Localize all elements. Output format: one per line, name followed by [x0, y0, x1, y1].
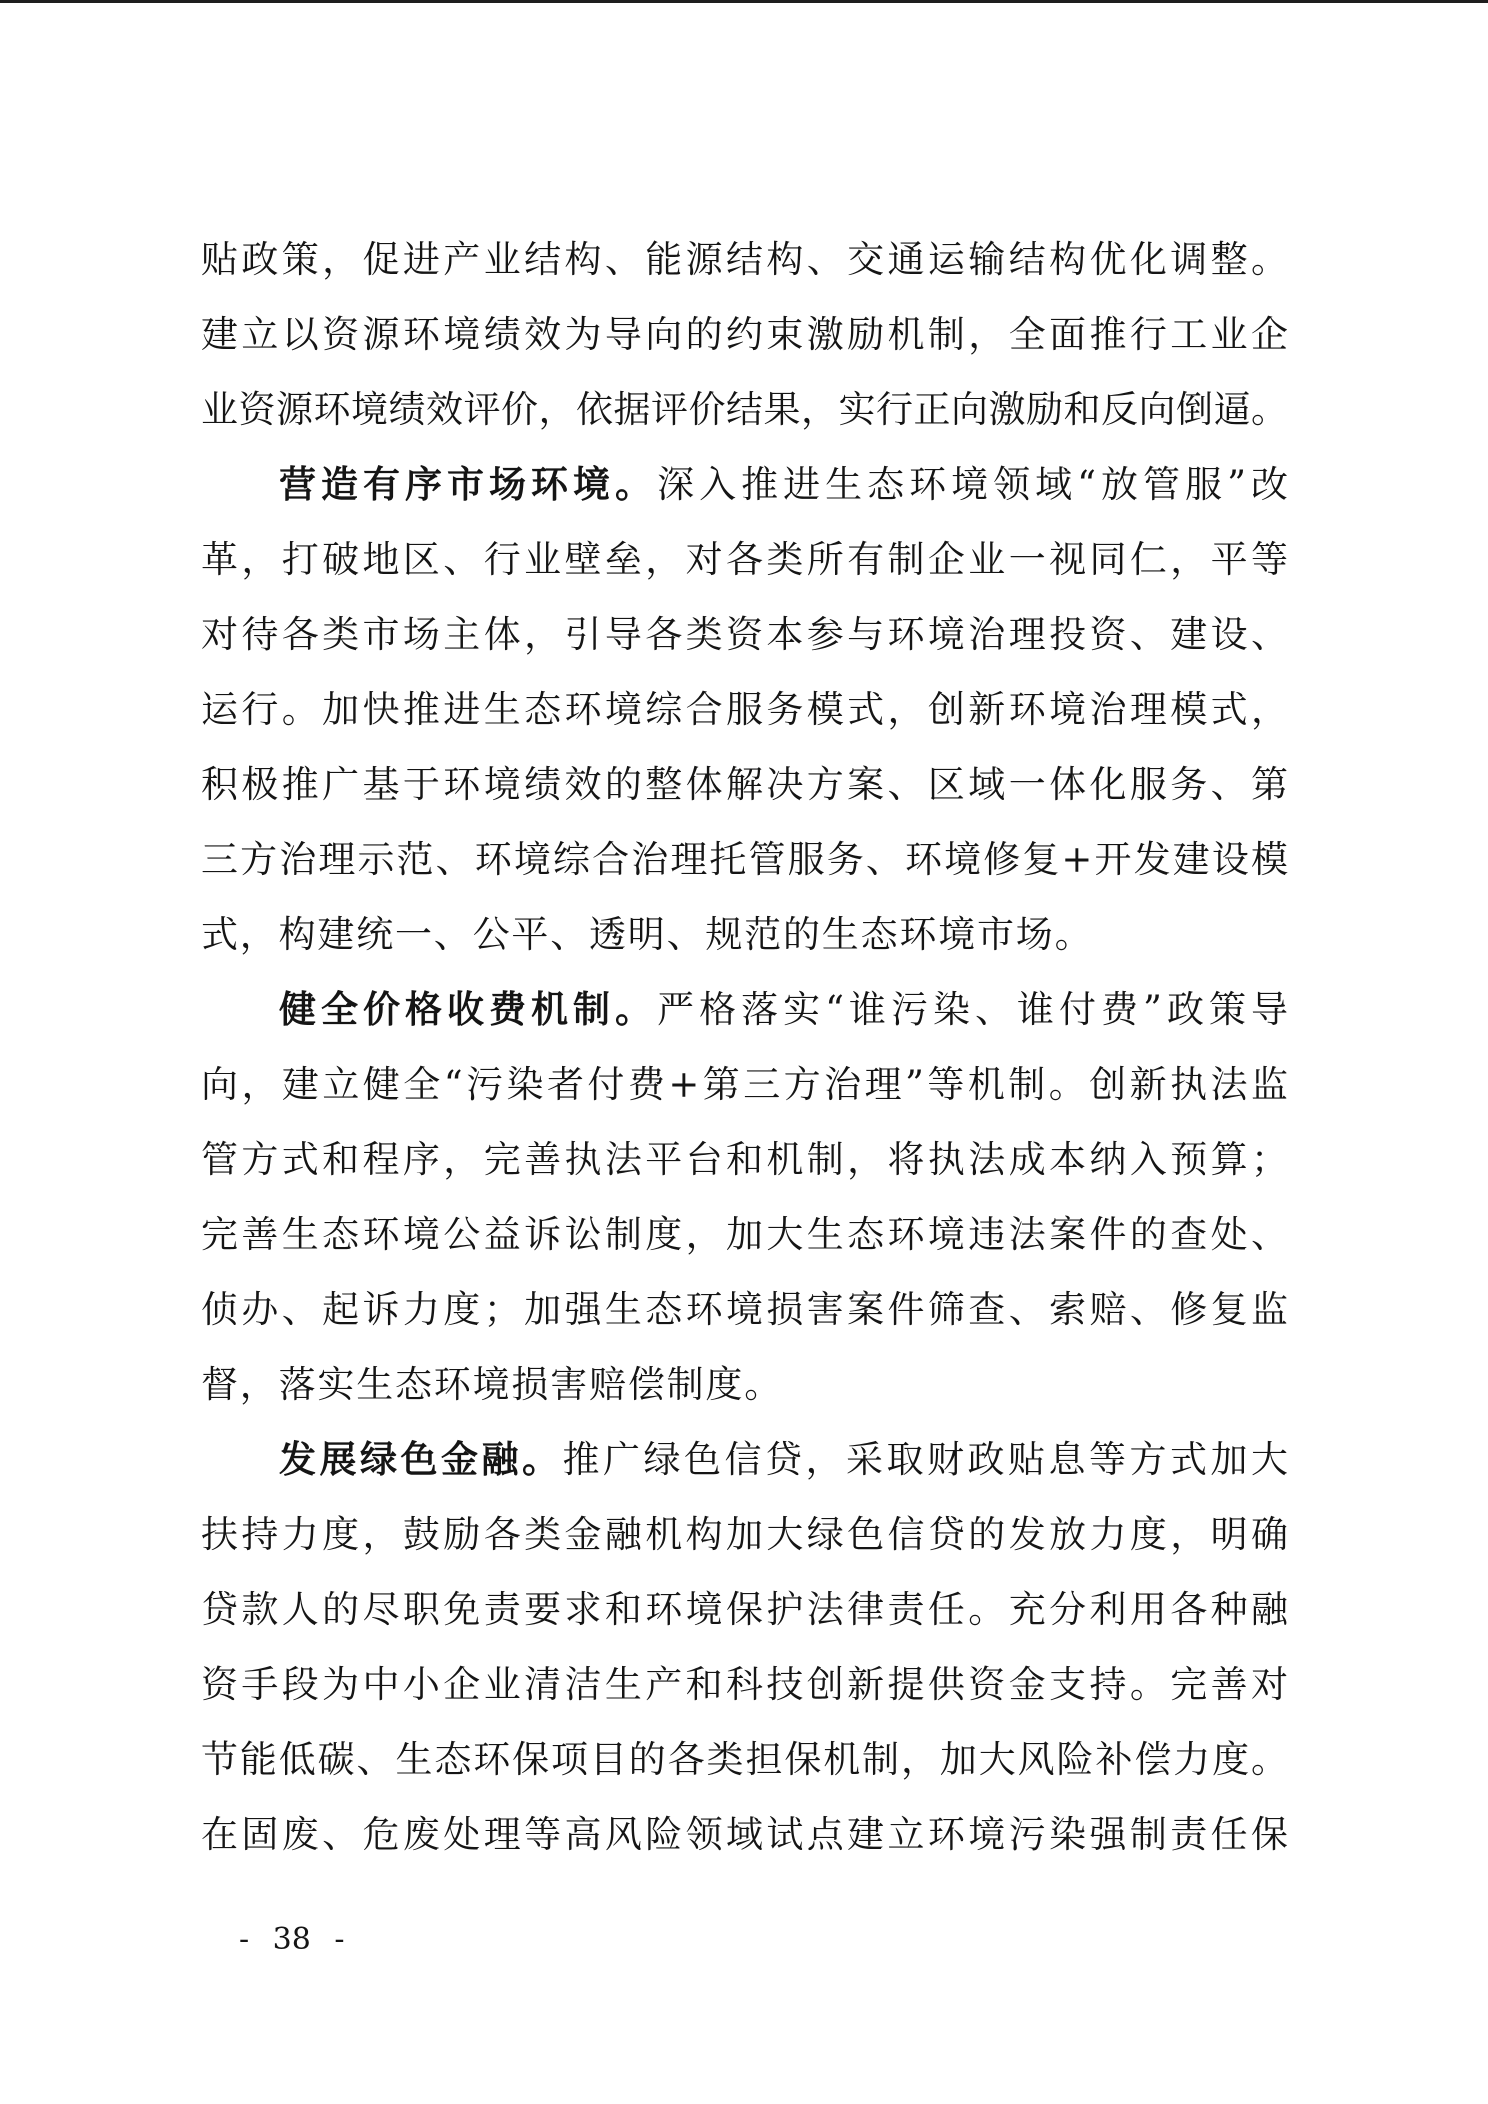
text-line: 革，打破地区、行业壁垒，对各类所有制企业一视同仁，平等	[201, 538, 1288, 581]
paragraph-heading: 营造有序市场环境。	[279, 462, 658, 506]
paragraph-heading: 健全价格收费机制。	[279, 987, 658, 1031]
text-line: 扶持力度，鼓励各类金融机构加大绿色信贷的发放力度，明确	[201, 1513, 1288, 1556]
text-line: 完善生态环境公益诉讼制度，加大生态环境违法案件的查处、	[201, 1213, 1288, 1256]
text-line: 三方治理示范、环境综合治理托管服务、环境修复+开发建设模	[201, 838, 1288, 881]
text-line: 建立以资源环境绩效为导向的约束激励机制，全面推行工业企	[201, 313, 1288, 356]
text-line-content: 深入推进生态环境领域“放管服”改	[657, 463, 1288, 506]
text-line: 业资源环境绩效评价，依据评价结果，实行正向激励和反向倒逼。	[201, 388, 1288, 431]
text-line: 督，落实生态环境损害赔偿制度。	[201, 1363, 783, 1406]
text-line: 积极推广基于环境绩效的整体解决方案、区域一体化服务、第	[201, 763, 1288, 806]
text-line	[201, 1422, 1288, 1497]
text-line: 运行。加快推进生态环境综合服务模式，创新环境治理模式，	[201, 688, 1288, 731]
paragraph	[201, 972, 1288, 1422]
body-text	[201, 222, 1288, 1872]
text-line	[201, 972, 1288, 1047]
page-number: - 38 -	[239, 1922, 345, 1957]
text-line-content: 严格落实“谁污染、谁付费”政策导	[657, 988, 1288, 1031]
text-line: 贷款人的尽职免责要求和环境保护法律责任。充分利用各种融	[201, 1588, 1288, 1631]
text-line: 在固废、危废处理等高风险领域试点建立环境污染强制责任保	[201, 1813, 1288, 1856]
text-line: 管方式和程序，完善执法平台和机制，将执法成本纳入预算；	[201, 1138, 1288, 1181]
paragraph	[201, 447, 1288, 972]
text-line: 资手段为中小企业清洁生产和科技创新提供资金支持。完善对	[201, 1663, 1288, 1706]
text-line	[201, 447, 1288, 522]
text-line: 对待各类市场主体，引导各类资本参与环境治理投资、建设、	[201, 613, 1288, 656]
paragraph	[201, 1422, 1288, 1872]
paragraph-heading: 发展绿色金融。	[279, 1437, 563, 1481]
text-line: 侦办、起诉力度；加强生态环境损害案件筛查、索赔、修复监	[201, 1288, 1288, 1331]
text-line: 式，构建统一、公平、透明、规范的生态环境市场。	[201, 913, 1094, 956]
paragraph	[201, 222, 1288, 447]
text-line: 贴政策，促进产业结构、能源结构、交通运输结构优化调整。	[201, 238, 1288, 281]
text-line: 节能低碳、生态环保项目的各类担保机制，加大风险补偿力度。	[201, 1738, 1288, 1781]
scan-top-edge	[0, 0, 1488, 3]
text-line: 向，建立健全“污染者付费+第三方治理”等机制。创新执法监	[201, 1063, 1288, 1106]
text-line-content: 推广绿色信贷，采取财政贴息等方式加大	[562, 1438, 1288, 1481]
